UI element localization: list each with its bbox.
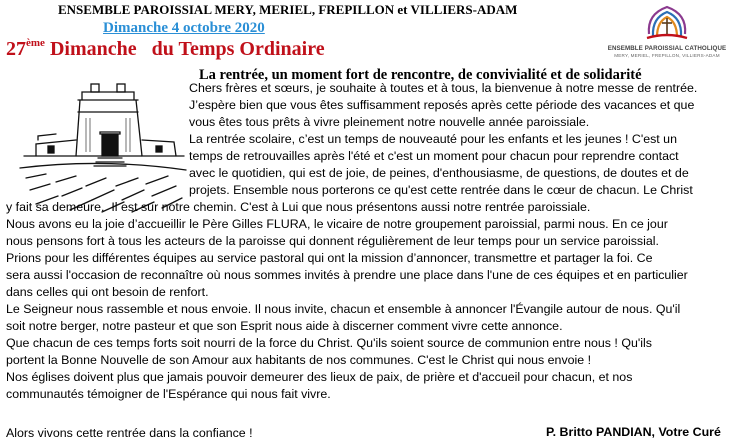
body-line: vous êtes tous prêts à vivre pleinement notre nouvelle année paroissiale. — [189, 115, 590, 129]
title-number: 27 — [6, 38, 26, 60]
date-line: Dimanche 4 octobre 2020 — [103, 20, 265, 36]
body-line: Chers frères et sœurs, je souhaite à toutes et à tous, la bienvenue à notre messe de rentrée. — [189, 81, 698, 95]
title-text: Dimanche du Temps Ordinaire — [44, 38, 325, 60]
body-line: portent la Bonne Nouvelle de son Amour aux habitants de nos communes. C'est le Christ qui nous envoie ! — [6, 353, 592, 367]
body-line: y fait sa demeure. Il est sur notre chemin. C'est à Lui que nous présentons aussi notre rentrée paroissiale. — [6, 200, 591, 214]
body-line: Prions pour les différentes équipes au service pastoral qui ont la mission d’annoncer, transmettre et partager la foi. Ce — [6, 251, 653, 265]
body-line: temps de retrouvailles après l'été et c'est un moment pour chacun pour reprendre contact — [189, 149, 679, 163]
parish-logo — [592, 4, 742, 56]
body-line: Le Seigneur nous rassemble et nous envoie. Il nous invite, chacun et ensemble à annoncer l'Évangile autour de nous. Qu'il — [6, 302, 681, 316]
body-line: Que chacun de ces temps forts soit nourri de la force du Christ. Qu'ils soient source de communion entre nous ! Qu'ils — [6, 336, 652, 350]
body-line: Nous avons eu la joie d’accueillir le Père Gilles FLURA, le vicaire de notre groupement paroissial, parmi nous. En ce jour — [6, 217, 668, 231]
body-line: J’espère bien que vous êtes suffisamment reposés après cette période des vacances et que — [189, 98, 695, 112]
body-line: Nos églises doivent plus que jamais pouvoir demeurer des lieux de paix, de prière et d'accueil pour chacun, et nos — [6, 370, 633, 384]
body-line: dans celles qui ont besoin de renfort. — [6, 285, 209, 299]
parish-header: ENSEMBLE PAROISSIAL MERY, MERIEL, FREPILLON et VILLIERS-ADAM — [58, 2, 518, 17]
body-line: communautés témoigner de l'Espérance qui nous fait vivre. — [6, 387, 331, 401]
page-title — [6, 37, 325, 61]
logo-name: ENSEMBLE PAROISSIAL CATHOLIQUE — [607, 45, 727, 52]
body-line: Alors vivons cette rentrée dans la confiance ! — [6, 426, 253, 440]
church-tower-illustration — [16, 78, 188, 216]
body-line: La rentrée scolaire, c’est un temps de nouveauté pour les enfants et les jeunes ! C'est un — [189, 132, 677, 146]
body-line: soit notre berger, notre pasteur et que son Esprit nous aide à discerner comment vivre cette annonce. — [6, 319, 563, 333]
logo-emblem-icon — [592, 4, 742, 44]
body-line: projets. Ensemble nous porterons ce qu'est cette rentrée dans le cœur de chacun. Le Christ — [189, 183, 693, 197]
body-line: avec le quotidien, qui est de joie, de peines, d'enthousiasme, de questions, de doutes et de — [189, 166, 689, 180]
logo-towns: MERY, MERIEL, FREPILLON, VILLIERS-ADAM — [614, 53, 720, 58]
body-line: nous pensons fort à tous les acteurs de la paroisse qui donnent régulièrement de leur temps pour un service paroissial. — [6, 234, 659, 248]
title-superscript: ème — [26, 37, 45, 49]
subtitle: La rentrée, un moment fort de rencontre, de convivialité et de solidarité — [199, 67, 642, 83]
signature: P. Britto PANDIAN, Votre Curé — [546, 425, 721, 439]
body-line: sera aussi l'occasion de reconnaître où nous sommes invités à prendre une place dans l'une de ces équipes et en particulier — [6, 268, 688, 282]
